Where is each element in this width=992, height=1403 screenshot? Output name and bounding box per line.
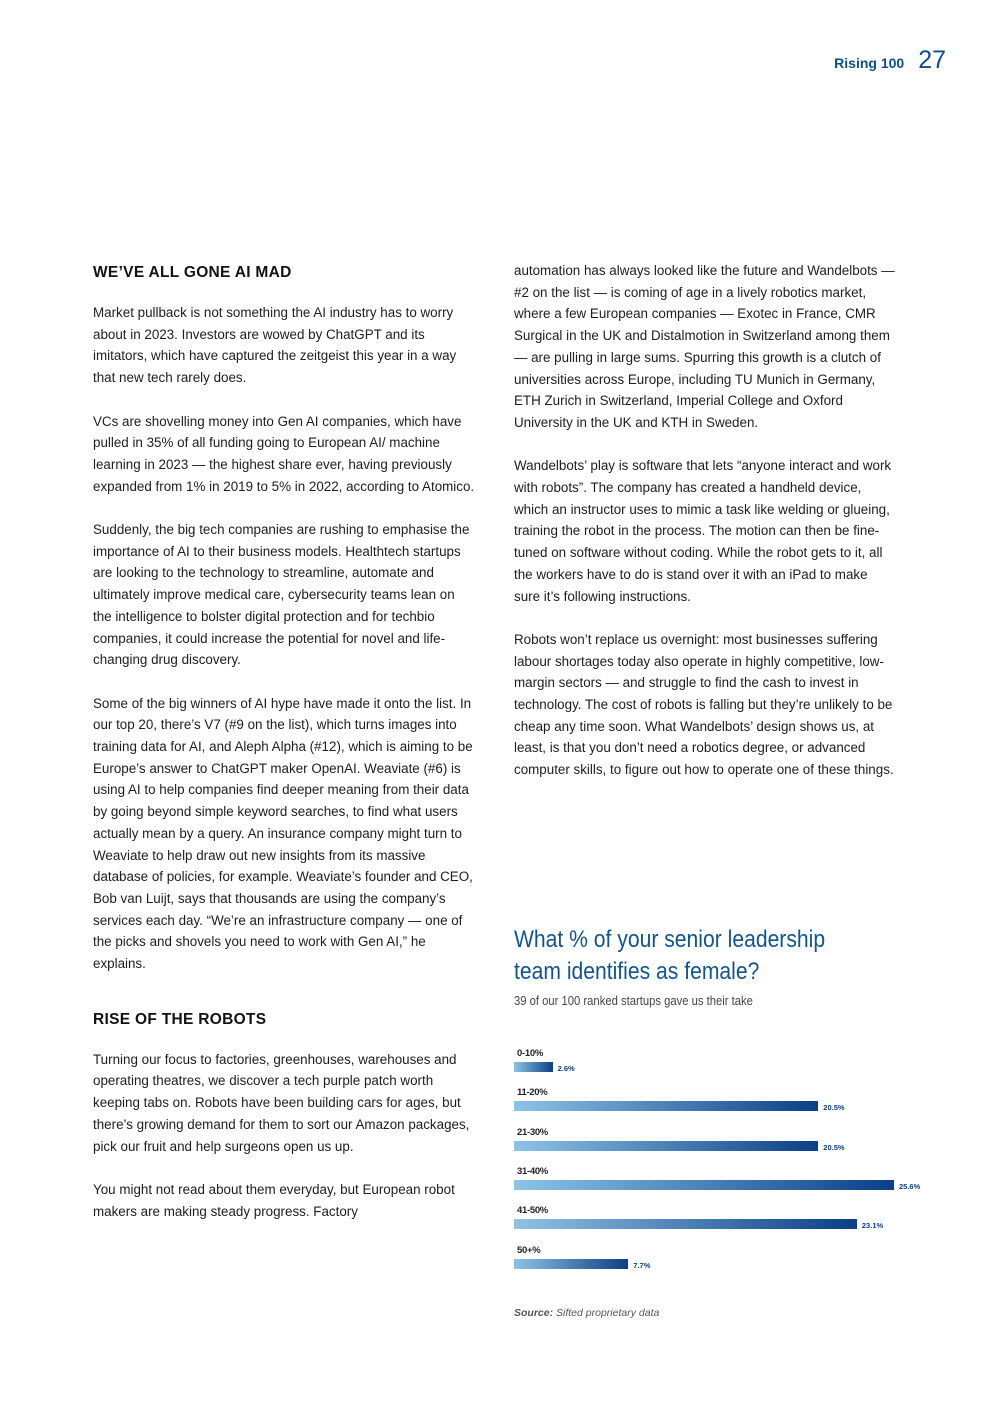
bar [514, 1101, 818, 1111]
left-column [93, 262, 475, 1244]
paragraph: Robots won’t replace us overnight: most businesses suffering labour shortages today also operate in highly competitive, low-margin sectors — and struggle to find the cash to invest in technology. The cost of robots is falling but they’re unlikely to be cheap any time soon. What Wandelbots’ design shows us, at least, is that you don’t need a robotics degree, or advanced computer skills, to figure out how to operate one of these things. [514, 631, 894, 778]
source-text: Sifted proprietary data [556, 1307, 660, 1319]
bar-row [514, 1079, 954, 1119]
bar-value-label: 20.5% [823, 1142, 845, 1152]
bar-row [514, 1158, 954, 1198]
paragraph: automation has always looked like the future and Wandelbots — #2 on the list — is coming of age in a lively robotics market, where a few European companies — Exotec in France, CMR Surgical in the UK and Distalmotion in Switzerland among them — are pulling in large sums. Spurring this growth is a clutch of universities across Europe, including TU Munich in Germany, ETH Zurich in Switzerland, Imperial College and Oxford University in the UK and KTH in Sweden. [514, 263, 895, 430]
bar-row [514, 1119, 954, 1159]
paragraph: Turning our focus to factories, greenhouses, warehouses and operating theatres, we discover a tech purple patch worth keeping tabs on. Robots have been building cars for ages, but there’s growing demand for them to sort our Amazon packages, pick our fruit and help surgeons open us up. [93, 1051, 470, 1154]
bar [514, 1141, 818, 1151]
bar [514, 1062, 553, 1072]
bar-value-label: 25.6% [899, 1181, 921, 1191]
bar-category-label: 11-20% [517, 1087, 548, 1099]
bar-row [514, 1237, 954, 1277]
paragraph: VCs are shovelling money into Gen AI companies, which have pulled in 35% of all funding going to European AI/ machine learning in 2023 — the highest share ever, having previously expanded from 1% in 2019 to 5% in 2022, according to Atomico. [93, 413, 475, 494]
chart-title: What % of your senior leadership team identifies as female? [514, 926, 826, 985]
bar-value-label: 23.1% [861, 1221, 884, 1231]
paragraph: Some of the big winners of AI hype have made it onto the list. In our top 20, there’s V7 (#9 on the list), which turns images into training data for AI, and Aleph Alpha (#12), which is aiming to be Europe’s answer to ChatGPT maker OpenAI. Weaviate (#6) is using AI to help companies find deeper meaning from their data by going beyond simple keyword searches, to find what users actually mean by a query. An insurance company might turn to Weaviate to help draw out new insights from its massive database of policies, for example. Weaviate’s founder and CEO, Bob van Luijt, says that thousands are using the company’s services each day. “We’re an infrastructure company — one of the picks and shovels you need to work with Gen AI,” he explains. [93, 695, 473, 972]
bar-category-label: 0-10% [517, 1048, 543, 1059]
bar [514, 1180, 894, 1190]
page-header [834, 46, 946, 75]
bar-row [514, 1197, 954, 1237]
bar [514, 1259, 628, 1269]
paragraph: Market pullback is not something the AI industry has to worry about in 2023. Investors are wowed by ChatGPT and its imitators, which have captured the zeitgeist this year in a way that new tech rarely does. [93, 305, 457, 386]
section-heading-robots: RISE OF THE ROBOTS [93, 1010, 267, 1028]
bar-value-label: 7.7% [633, 1260, 651, 1270]
section-heading-ai: WE’VE ALL GONE AI MAD [93, 264, 292, 281]
publication-name: Rising 100 [834, 55, 905, 71]
bar-category-label: 21-30% [517, 1126, 548, 1138]
paragraph: Wandelbots’ play is software that lets “anyone interact and work with robots”. The company has created a handheld device, which an instructor uses to mimic a task like welding or glueing, training the robot in the process. The motion can then be fine-tuned on software without coding. While the robot gets to it, all the workers have to do is stand over it with an iPad to make sure it’s following instructions. [514, 458, 892, 604]
bar-row [514, 1040, 954, 1080]
bar-value-label: 20.5% [823, 1103, 845, 1113]
bar-category-label: 50+% [517, 1244, 541, 1256]
bar-category-label: 31-40% [517, 1165, 548, 1177]
chart-subtitle: 39 of our 100 ranked startups gave us their take [514, 994, 753, 1008]
bar [514, 1219, 857, 1229]
right-column [514, 260, 896, 803]
page-number: 27 [918, 46, 946, 74]
bar-chart [514, 1040, 954, 1280]
chart-source [514, 1307, 659, 1319]
source-label: Source: [514, 1307, 554, 1319]
bar-category-label: 41-50% [517, 1205, 548, 1217]
paragraph: You might not read about them everyday, but European robot makers are making steady progress. Factory [93, 1181, 455, 1219]
bar-value-label: 2.6% [557, 1064, 575, 1073]
paragraph: Suddenly, the big tech companies are rushing to emphasise the importance of AI to their business models. Healthtech startups are looking to the technology to streamline, automate and ultimately improve medical care, cybersecurity teams lean on the intelligence to bolster digital protection and for techbio companies, it could increase the potential for novel and life-changing drug discovery. [93, 522, 470, 668]
